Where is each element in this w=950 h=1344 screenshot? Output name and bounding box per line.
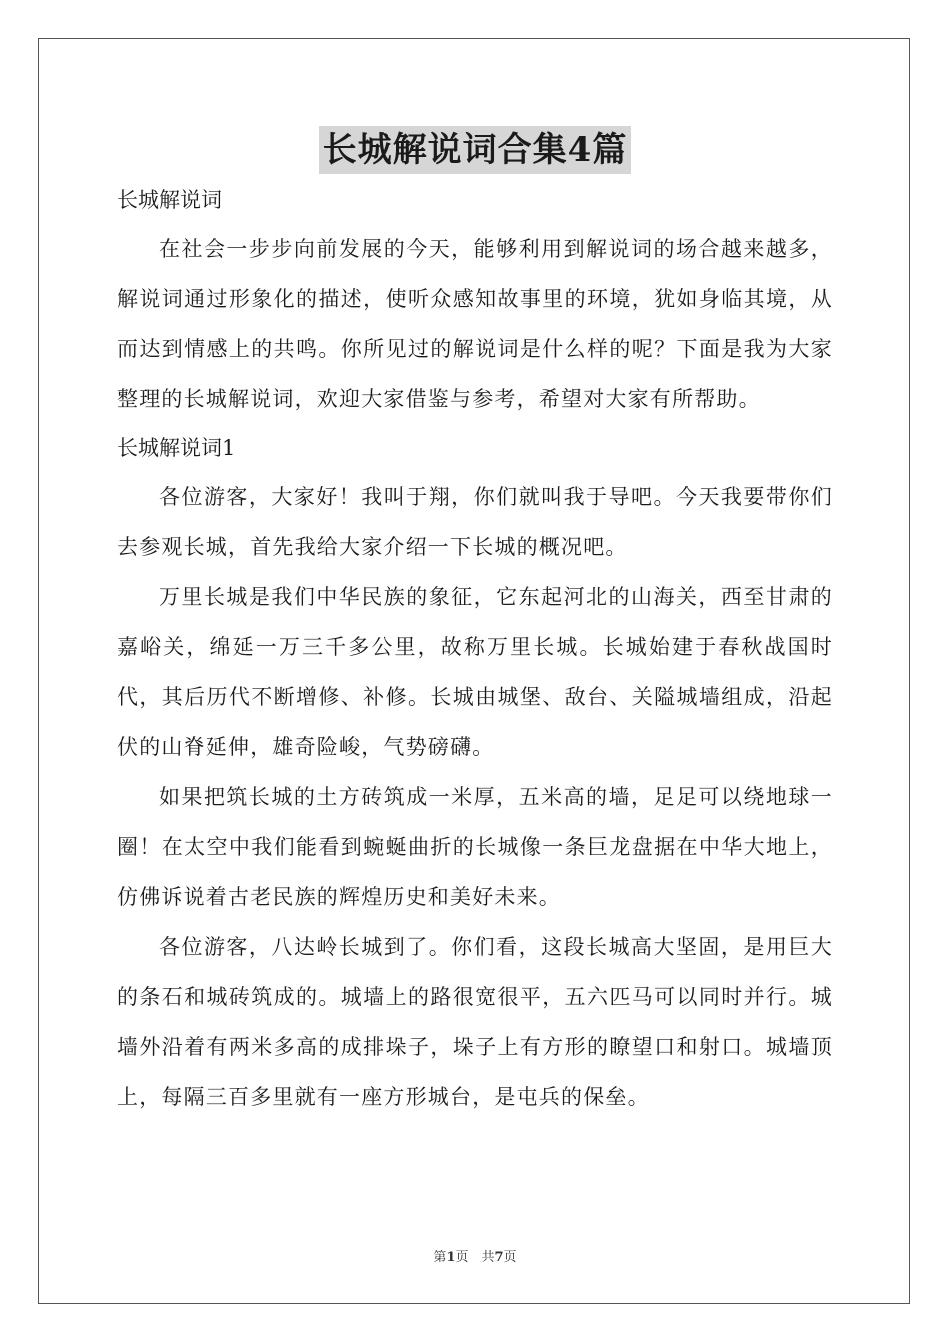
- page-footer: [0, 1246, 950, 1265]
- document-title: 长城解说词合集4篇: [319, 126, 632, 174]
- body-paragraph: 各位游客，大家好！我叫于翔，你们就叫我于导吧。今天我要带你们去参观长城，首先我给大家介绍一下长城的概况吧。: [117, 485, 833, 559]
- page-current-number: 1: [446, 1250, 456, 1265]
- section-heading-1: 长城解说词1: [117, 436, 236, 460]
- page-suffix: 页: [503, 1250, 517, 1265]
- intro-paragraph: 在社会一步步向前发展的今天，能够利用到解说词的场合越来越多，解说词通过形象化的描述，使听众感知故事里的环境，犹如身临其境，从而达到情感上的共鸣。你所见过的解说词是什么样的呢？下面是我为大家整理的长城解说词，欢迎大家借鉴与参考，希望对大家有所帮助。: [117, 237, 833, 411]
- body-paragraph: 如果把筑长城的土方砖筑成一米厚，五米高的墙，足足可以绕地球一圈！在太空中我们能看到蜿蜒曲折的长城像一条巨龙盘据在中华大地上，仿佛诉说着古老民族的辉煌历史和美好未来。: [117, 785, 833, 909]
- body-paragraph: 万里长城是我们中华民族的象征，它东起河北的山海关，西至甘肃的嘉峪关，绵延一万三千多公里，故称万里长城。长城始建于春秋战国时代，其后历代不断增修、补修。长城由城堡、敌台、关隘城墙组成，沿起伏的山脊延伸，雄奇险峻，气势磅礴。: [117, 585, 833, 759]
- document-body: [117, 176, 833, 1122]
- page-mid: 页 共: [455, 1250, 495, 1265]
- body-paragraph: 各位游客，八达岭长城到了。你们看，这段长城高大坚固，是用巨大的条石和城砖筑成的。城墙上的路很宽很平，五六匹马可以同时并行。城墙外沿着有两米多高的成排垛子，垛子上有方形的瞭望口和射口。城墙顶上，每隔三百多里就有一座方形城台，是屯兵的保垒。: [117, 935, 833, 1109]
- page-prefix: 第: [433, 1250, 447, 1265]
- page-total-number: 7: [494, 1250, 504, 1265]
- title-container: [0, 126, 950, 174]
- section-heading-intro: 长城解说词: [117, 188, 222, 212]
